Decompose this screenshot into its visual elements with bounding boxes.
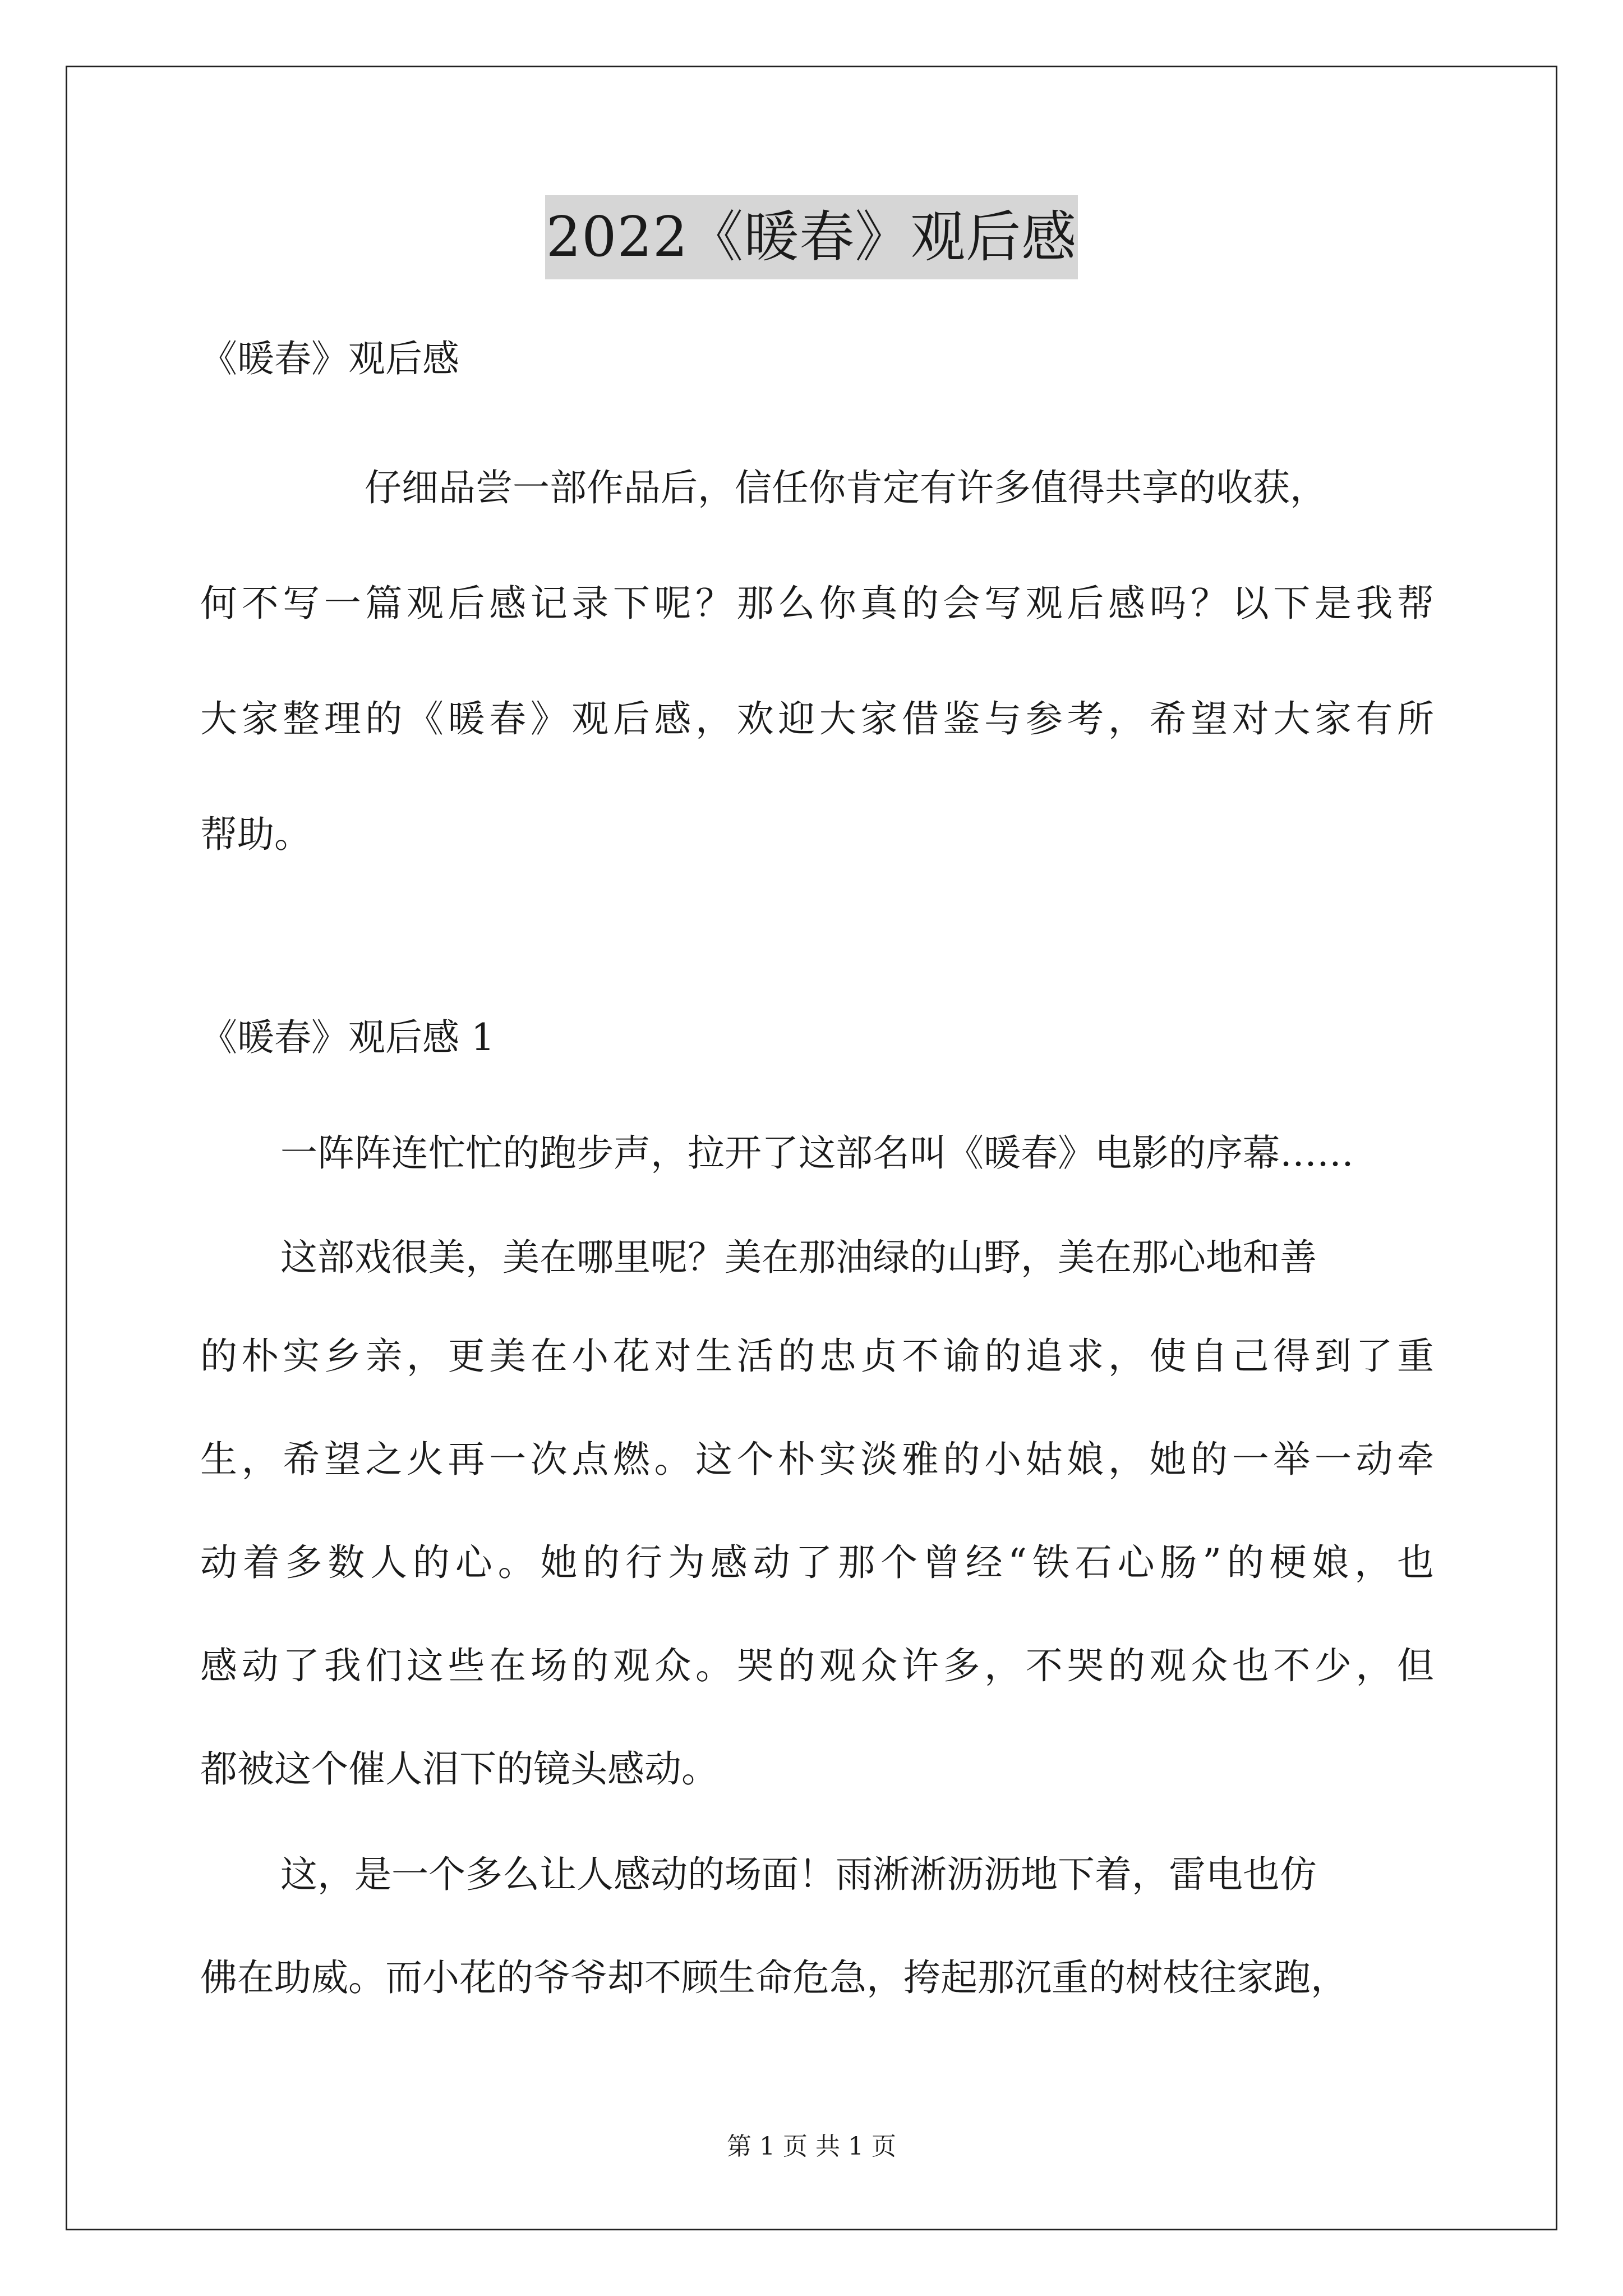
paragraph-line: 帮助。 [200,813,311,856]
document-title: 2022《暖春》观后感 [545,195,1078,279]
paragraph-line: 一阵阵连忙忙的跑步声，拉开了这部名叫《暖春》电影的序幕…… [280,1131,1354,1175]
section-heading: 《暖春》观后感 [200,337,459,380]
title-container [0,195,1623,279]
paragraph-line: 佛在助威。而小花的爷爷却不顾生命危急，挎起那沉重的树枝往家跑， [200,1956,1348,1999]
paragraph-line: 都被这个催人泪下的镜头感动。 [200,1747,718,1791]
paragraph-line: 何不写一篇观后感记录下呢？那么你真的会写观后感吗？以下是我帮 [200,582,1434,625]
paragraph-line: 仔细品尝一部作品后，信任你肯定有许多值得共享的收获， [365,466,1327,509]
paragraph-line: 生，希望之火再一次点燃。这个朴实淡雅的小姑娘，她的一举一动牵 [200,1438,1434,1481]
paragraph-line: 这，是一个多么让人感动的场面！雨淅淅沥沥地下着，雷电也仿 [280,1853,1317,1896]
section-heading: 《暖春》观后感 1 [200,1016,495,1059]
paragraph-line: 感动了我们这些在场的观众。哭的观众许多，不哭的观众也不少，但 [200,1644,1434,1687]
paragraph-line: 动着多数人的心。她的行为感动了那个曾经“铁石心肠”的梗娘，也 [200,1541,1434,1584]
paragraph-line: 大家整理的《暖春》观后感，欢迎大家借鉴与参考，希望对大家有所 [200,697,1434,740]
page-footer: 第 1 页 共 1 页 [727,2132,896,2161]
paragraph-line: 的朴实乡亲，更美在小花对生活的忠贞不谕的追求，使自己得到了重 [200,1335,1434,1378]
paragraph-line: 这部戏很美，美在哪里呢？美在那油绿的山野，美在那心地和善 [280,1236,1317,1279]
